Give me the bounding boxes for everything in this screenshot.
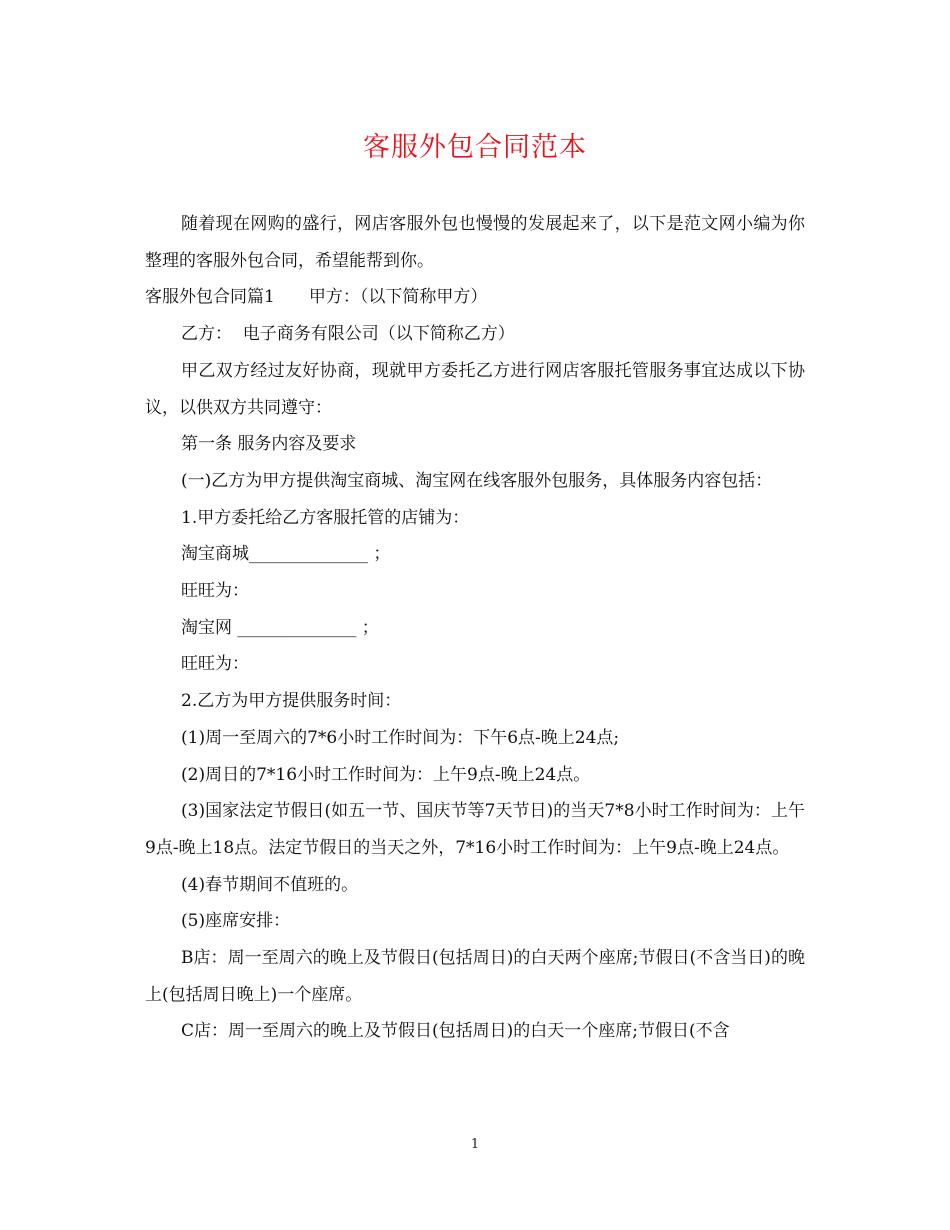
form-blank-line: 旺旺为： <box>181 654 249 675</box>
paragraph: 乙方： 电子商务有限公司（以下简称乙方） <box>181 324 515 345</box>
paragraph: (2)周日的7*16小时工作时间为：上午9点-晚上24点。 <box>181 764 591 785</box>
paragraph: (4)春节期间不值班的。 <box>181 874 359 895</box>
paragraph: 1.甲方委托给乙方客服托管的店铺为： <box>181 507 470 528</box>
paragraph: 甲乙双方经过友好协商，现就甲方委托乙方进行网店客服托管服务事宜达成以下协议，以供双方共同遵守： <box>145 360 805 418</box>
document-title: 客服外包合同范本 <box>363 132 587 163</box>
form-blank-line: 淘宝网 ______________ ； <box>181 617 379 638</box>
paragraph: C店：周一至周六的晚上及节假日(包括周日)的白天一个座席;节假日(不含 <box>181 1021 730 1042</box>
paragraph: (3)国家法定节假日(如五一节、国庆节等7天节日)的当天7*8小时工作时间为：上午9点-晚上18点。法定节假日的当天之外，7*16小时工作时间为：上午9点-晚上24点。 <box>145 801 805 858</box>
paragraph: (1)周一至周六的7*6小时工作时间为：下午6点-晚上24点; <box>181 727 620 748</box>
paragraph: 2.乙方为甲方提供服务时间： <box>181 691 402 712</box>
paragraph: 客服外包合同篇1 甲方：（以下简称甲方） <box>145 287 488 308</box>
document-body <box>145 206 805 1050</box>
paragraph: (一)乙方为甲方提供淘宝商城、淘宝网在线客服外包服务，具体服务内容包括： <box>181 470 773 491</box>
paragraph: 随着现在网购的盛行，网店客服外包也慢慢的发展起来了，以下是范文网小编为你整理的客服外包合同，希望能帮到你。 <box>145 214 805 271</box>
paragraph: B店：周一至周六的晚上及节假日(包括周日)的白天两个座席;节假日(不含当日)的晚上(包括周日晚上)一个座席。 <box>145 948 805 1005</box>
page-number: 1 <box>470 1137 480 1152</box>
form-blank-line: 旺旺为： <box>181 581 249 602</box>
form-blank-line: 淘宝商城______________ ； <box>181 544 391 565</box>
paragraph: (5)座席安排： <box>181 911 291 932</box>
section-heading: 第一条 服务内容及要求 <box>181 434 357 455</box>
